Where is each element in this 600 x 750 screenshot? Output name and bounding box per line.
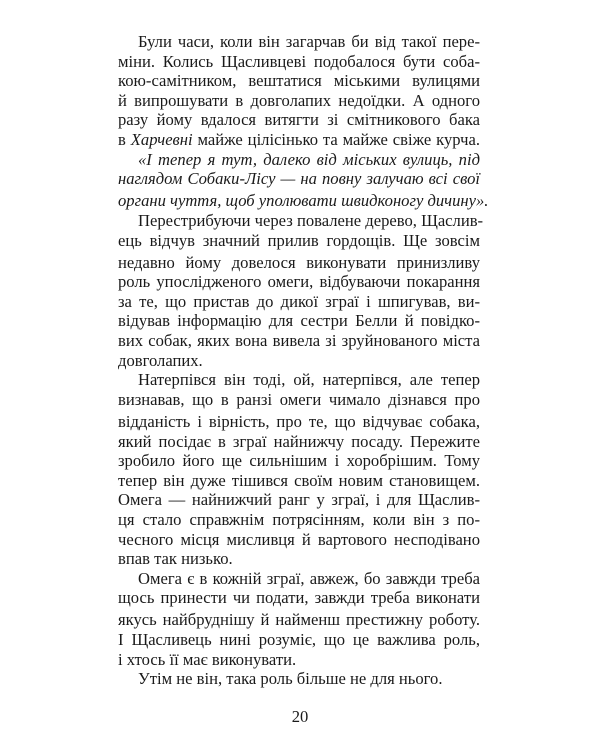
text-line: за те, що пристав до дикої зграї і шпигував, ви-	[118, 291, 480, 311]
text-line: тепер він дуже тішився своїм новим становищем.	[118, 470, 480, 490]
text-line: зробило його ще сильнішим і хоробрішим. Тому	[118, 451, 480, 471]
text-fragment: в	[118, 130, 126, 149]
text-line: Утім не він, така роль більше не для нього.	[138, 669, 443, 689]
text-line: визнавав, що в ранзі омеги чимало дізнався про	[118, 389, 480, 409]
thought-line: «І тепер я тут, далеко від міських вулиць, під	[138, 149, 480, 169]
text-line: відував інформацію для сестри Белли й повідко-	[118, 311, 480, 331]
place-name: Харчевні	[130, 130, 193, 149]
text-line: недавно йому довелося виконувати принизливу	[118, 252, 480, 272]
text-fragment: майже цілісінько та майже свіже курча.	[197, 130, 480, 149]
thought-line: наглядом Собаки-Лісу — на повну залучаю всі свої	[118, 169, 480, 189]
text-line: Натерпівся він тоді, ой, натерпівся, але тепер	[138, 370, 480, 390]
text-line: щось принести чи подати, завжди треба виконати	[118, 588, 480, 608]
text-line: Перестрибуючи через повалене дерево, Щаслив-	[138, 210, 484, 230]
text-line: разу йому вдалося витягти зі смітникового бака	[118, 110, 480, 130]
text-line: й випрошувати в довголапих недоїдки. А одного	[118, 90, 480, 110]
text-line: вих собак, яких вона вивела зі зруйнованого міста	[118, 331, 480, 350]
text-line: відданість і вірність, про те, що відчуває собака,	[118, 411, 480, 431]
text-line: якусь найбруднішу й найменш престижну роботу.	[118, 610, 480, 630]
text-line: впав так низько.	[118, 549, 233, 569]
text-line: чесного місця мисливця й вартового несподівано	[118, 529, 480, 549]
text-line	[118, 130, 480, 150]
text-line: який посідає в зграї найнижчу посаду. Пережите	[118, 431, 480, 451]
text-line: Омега є в кожній зграї, авжеж, бо завжди треба	[138, 568, 480, 588]
text-line: ця стало справжнім потрясінням, коли він з по-	[118, 509, 480, 529]
text-line: кою-самітником, вештатися міськими вулицями	[118, 71, 480, 91]
text-line: Омега — найнижчий ранг у зграї, і для Щаслив-	[118, 490, 480, 510]
thought-line: органи чуття, щоб уполювати швидконогу дичину».	[118, 191, 489, 211]
text-line: І Щасливець нині розуміє, що це важлива роль,	[118, 630, 480, 649]
text-line: міни. Колись Щасливцеві подобалося бути соба-	[118, 51, 480, 71]
text-line: і хтось її має виконувати.	[118, 649, 297, 669]
page-number: 20	[291, 707, 309, 726]
text-line: Були часи, коли він загарчав би від такої пере-	[138, 32, 480, 51]
text-line: ець відчув значний прилив гордощів. Ще зовсім	[118, 230, 480, 250]
text-line: роль упослідженого омеги, відбуваючи покарання	[118, 272, 480, 292]
text-line: довголапих.	[118, 350, 203, 370]
